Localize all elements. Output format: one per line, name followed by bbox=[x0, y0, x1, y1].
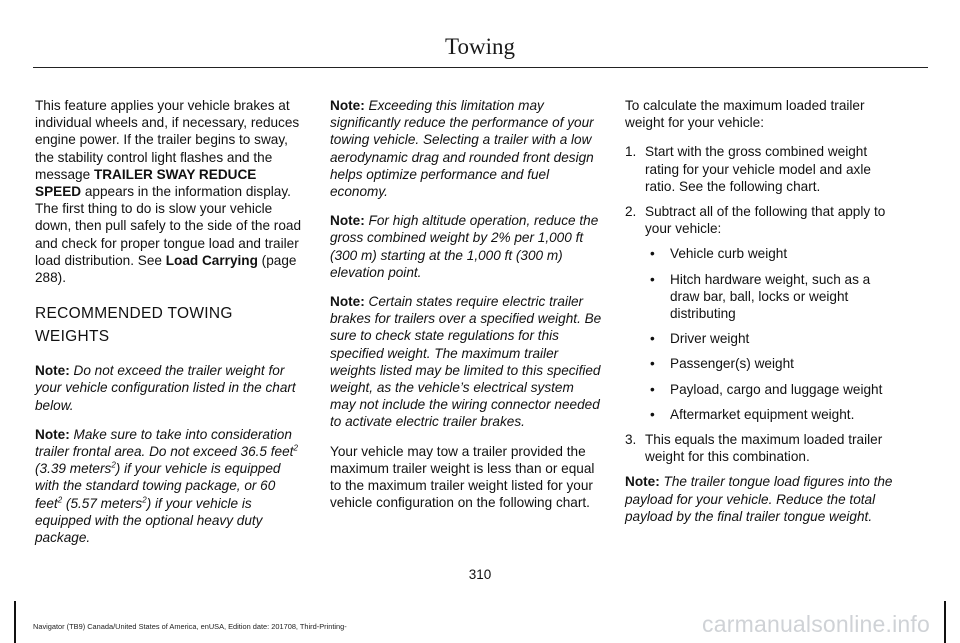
header-rule bbox=[33, 67, 928, 68]
list-item bbox=[645, 245, 900, 262]
watermark: carmanualsonline.info bbox=[702, 611, 930, 637]
intro-text-a: This feature applies your vehicle brakes at individual wheels and, if necessary, reduces engine power. If the trailer begins to sway, the stability control light flashes and the message bbox=[35, 98, 300, 182]
intro-text-c: (page 288). bbox=[35, 252, 297, 286]
trailer-sway-message: TRAILER SWAY REDUCE SPEED bbox=[35, 166, 257, 200]
list-item-text: Vehicle curb weight bbox=[670, 246, 788, 262]
towing-paragraph: Your vehicle may tow a trailer provided the maximum trailer weight is less than or equal to the maximum trailer weight listed for your vehicle configuration on the following chart. bbox=[330, 443, 595, 511]
intro-text-b: appears in the information display. The first thing to do is slow your vehicle down, then pull safely to the side of the road and check for proper tongue load and trailer load distribution. See bbox=[35, 184, 302, 268]
note-label: Note: bbox=[330, 98, 365, 113]
bullet-icon: • bbox=[650, 331, 655, 347]
note-label: Note: bbox=[35, 426, 70, 442]
note-frontal-area bbox=[35, 426, 305, 546]
note-text-e: ) if your vehicle is equipped with the optional heavy duty package. bbox=[35, 495, 263, 546]
note-electric-brakes bbox=[330, 293, 602, 431]
note-text-b: (3.39 meters bbox=[35, 461, 112, 477]
note-label: Note: bbox=[330, 294, 365, 310]
edition-footer: Navigator (TB9) Canada/United States of America, enUSA, Edition date: 201708, Third-Printing- bbox=[33, 622, 347, 631]
step-number: 1. bbox=[625, 144, 637, 160]
bullet-icon: • bbox=[650, 356, 655, 372]
superscript: 2 bbox=[142, 495, 147, 505]
bullet-icon: • bbox=[650, 246, 655, 262]
list-item-text: Aftermarket equipment weight. bbox=[670, 406, 855, 422]
page-header-title: Towing bbox=[445, 34, 515, 59]
load-carrying-link[interactable]: Load Carrying bbox=[165, 252, 258, 268]
note-tongue-load bbox=[625, 473, 900, 525]
note-text: Exceeding this limitation may significantly reduce the performance of your towing vehicle. Selecting a trailer with a low aerodynamic drag and rounded front design helps optimize performance and fuel economy. bbox=[330, 98, 594, 200]
note-text-a: Make sure to take into consideration trailer frontal area. Do not exceed 36.5 feet bbox=[35, 426, 294, 460]
step-3 bbox=[625, 431, 900, 465]
list-item-text: Passenger(s) weight bbox=[670, 356, 794, 372]
superscript: 2 bbox=[57, 495, 63, 505]
column-2 bbox=[330, 97, 602, 523]
note-label: Note: bbox=[330, 213, 365, 229]
calculation-steps bbox=[625, 143, 900, 465]
note-high-altitude bbox=[330, 212, 602, 281]
note-text: For high altitude operation, reduce the gross combined weight by 2% per 1,000 ft (300 m) starting at the 1,000 ft (300 m) elevation point. bbox=[330, 213, 599, 280]
step-2 bbox=[625, 203, 900, 423]
calculation-intro: To calculate the maximum loaded trailer weight for your vehicle: bbox=[625, 98, 865, 131]
note-text: The trailer tongue load figures into the payload for your vehicle. Reduce the total payload by the final trailer tongue weight. bbox=[625, 474, 893, 524]
step-text: Subtract all of the following that apply to your vehicle: bbox=[645, 204, 886, 237]
list-item-text: Hitch hardware weight, such as a draw bar, ball, locks or weight distributing bbox=[670, 271, 871, 322]
column-3 bbox=[625, 97, 900, 537]
list-item bbox=[645, 381, 900, 398]
note-trailer-weight bbox=[35, 362, 305, 414]
step-number: 3. bbox=[625, 432, 637, 448]
bullet-icon: • bbox=[650, 381, 655, 397]
note-label: Note: bbox=[35, 363, 70, 379]
note-text: Certain states require electric trailer brakes for trailers over a specified weight. Be sure to check state regulations for this specified weight. The maximum trailer weights listed may be limited to this specified weight, as the vehicle’s electrical system may not include the wiring connector needed to activate electric trailer brakes. bbox=[330, 294, 602, 430]
list-item-text: Payload, cargo and luggage weight bbox=[670, 381, 883, 397]
column-1 bbox=[35, 97, 305, 558]
note-performance bbox=[330, 97, 602, 200]
note-text-d: (5.57 meters bbox=[62, 495, 143, 511]
subtract-list bbox=[645, 245, 900, 423]
superscript: 2 bbox=[293, 443, 298, 453]
section-heading: RECOMMENDED TOWING WEIGHTS bbox=[35, 305, 233, 346]
crop-mark-left bbox=[14, 601, 16, 643]
note-text: Do not exceed the trailer weight for your vehicle configuration listed in the chart below. bbox=[35, 363, 296, 413]
step-1 bbox=[625, 143, 900, 195]
bullet-icon: • bbox=[650, 406, 655, 422]
note-label: Note: bbox=[625, 474, 660, 490]
list-item bbox=[645, 330, 900, 347]
step-number: 2. bbox=[625, 204, 637, 220]
superscript: 2 bbox=[111, 460, 116, 470]
step-text: This equals the maximum loaded trailer weight for this combination. bbox=[645, 432, 883, 465]
list-item bbox=[645, 355, 900, 372]
crop-mark-right bbox=[944, 601, 946, 643]
page-number: 310 bbox=[468, 567, 492, 582]
list-item-text: Driver weight bbox=[670, 331, 750, 347]
list-item bbox=[645, 271, 900, 323]
step-text: Start with the gross combined weight rating for your vehicle model and axle ratio. See the following chart. bbox=[645, 144, 871, 194]
intro-paragraph bbox=[35, 97, 305, 286]
bullet-icon: • bbox=[650, 271, 655, 287]
note-text-c: ) if your vehicle is equipped with the standard towing package, or 60 feet bbox=[35, 461, 281, 511]
list-item bbox=[645, 406, 900, 423]
